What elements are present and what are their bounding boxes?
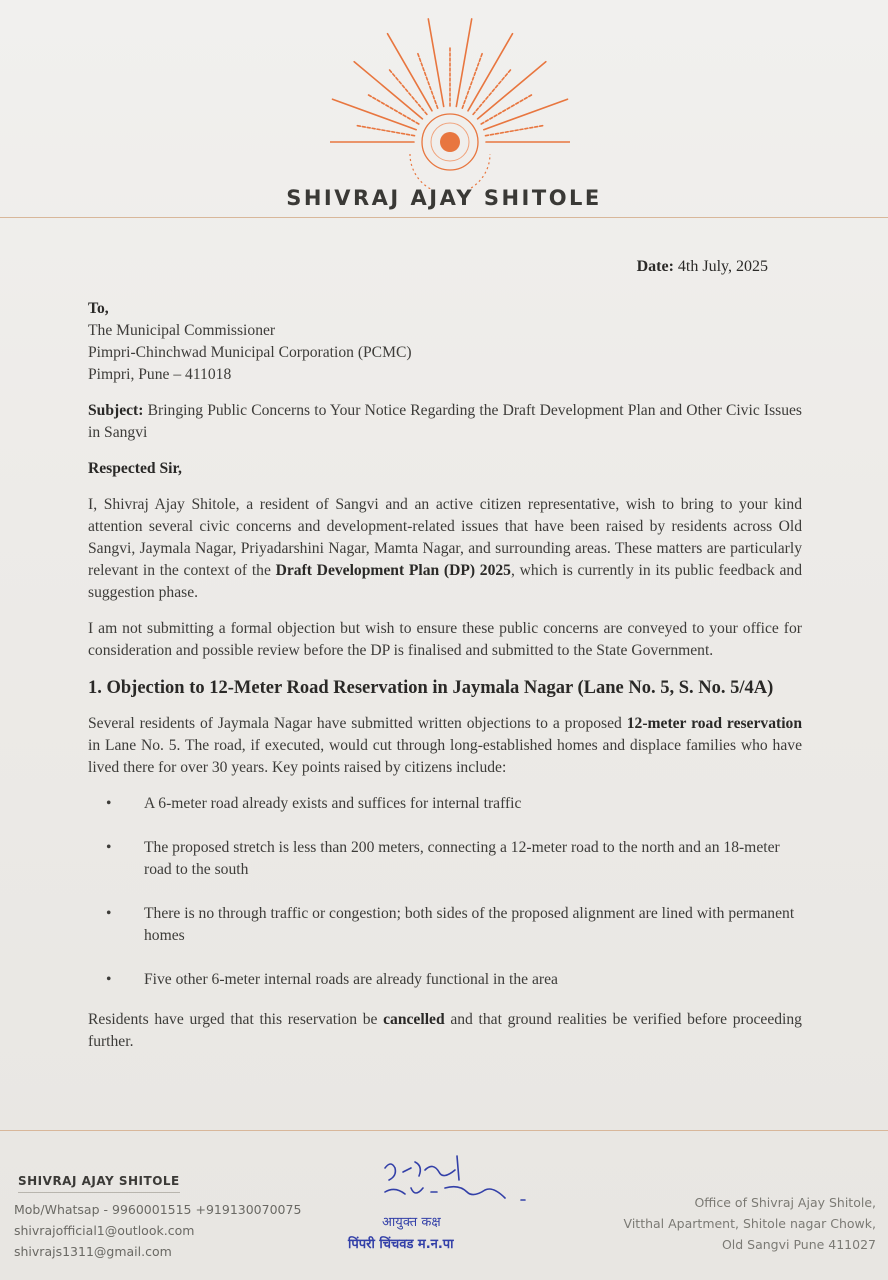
brand-name: SHIVRAJ AJAY SHITOLE: [286, 186, 602, 210]
list-item: [88, 837, 802, 881]
sun-ray: [456, 19, 471, 107]
section-text: Several residents of Jaymala Nagar have submitted written objections to a proposed: [88, 715, 622, 732]
footer-email: shivrajs1311@gmail.com: [14, 1244, 172, 1259]
subject-line: [88, 400, 802, 444]
footer-name: SHIVRAJ AJAY SHITOLE: [18, 1174, 180, 1193]
subject-text: Bringing Public Concerns to Your Notice Regarding the Draft Development Plan and Other Civic Issues in Sangvi: [88, 402, 802, 441]
sun-ray: [418, 53, 438, 108]
intro-paragraph: [88, 494, 802, 604]
section-heading: 1. Objection to 12-Meter Road Reservation in Jaymala Nagar (Lane No. 5, S. No. 5/4A): [88, 678, 774, 698]
second-paragraph: I am not submitting a formal objection but wish to ensure these public concerns are conveyed to your office for consideration and possible review before the DP is finalised and submitted to the State Government.: [88, 620, 802, 659]
list-item: [88, 903, 802, 947]
office-line: Vitthal Apartment, Shitole nagar Chowk,: [623, 1216, 876, 1231]
section-paragraph: [88, 713, 802, 779]
closing-text: Residents have urged that this reservation be: [88, 1011, 378, 1028]
stamp-line: आयुक्त कक्ष: [382, 1215, 441, 1230]
list-item: [88, 969, 802, 991]
footer-contact: [14, 1170, 301, 1262]
date-label: Date:: [636, 258, 674, 275]
office-line: Office of Shivraj Ajay Shitole,: [694, 1195, 876, 1210]
footer-phone: Mob/Whatsap - 9960001515 +919130070075: [14, 1202, 302, 1217]
footer-divider: [0, 1130, 888, 1131]
footer-office: [624, 1192, 876, 1255]
subject-label: Subject:: [88, 402, 144, 419]
intro-text-end: , which is currently in its public feedback and suggestion phase.: [88, 562, 802, 601]
to-label: To,: [88, 300, 109, 317]
date-value: 4th July, 2025: [677, 258, 768, 275]
addressee-line: Pimpri-Chinchwad Municipal Corporation (PCMC): [88, 344, 412, 361]
salutation: Respected Sir,: [88, 460, 182, 477]
list-item-text: Five other 6-meter internal roads are already functional in the area: [144, 971, 558, 988]
list-item-text: A 6-meter road already exists and suffices for internal traffic: [144, 795, 522, 812]
bullet-icon: •: [106, 839, 112, 856]
sun-ray: [462, 53, 482, 108]
letter-date: [637, 258, 768, 276]
addressee-line: Pimpri, Pune – 411018: [88, 366, 232, 383]
section-text-end: in Lane No. 5. The road, if executed, would cut through long-established homes and displace families who have lived there for over 30 years. Key points raised by citizens include:: [88, 737, 802, 776]
list-item: [88, 793, 802, 815]
list-item-text: There is no through traffic or congestion; both sides of the proposed alignment are lined with permanent homes: [144, 905, 795, 944]
letter-body: [88, 298, 802, 1067]
closing-paragraph: [88, 1009, 802, 1053]
address-block: [88, 298, 802, 386]
footer-email: shivrajofficial1@outlook.com: [14, 1223, 195, 1238]
bullet-icon: •: [106, 971, 112, 988]
key-points-list: [88, 793, 802, 991]
road-emphasis: 12-meter road reservation: [626, 715, 802, 732]
bullet-icon: •: [106, 905, 112, 922]
cancelled-emphasis: cancelled: [383, 1011, 445, 1028]
sun-ray: [356, 126, 414, 136]
closing-text-end: and that ground realities be verified before proceeding further.: [88, 1011, 802, 1050]
office-line: Old Sangvi Pune 411027: [721, 1237, 876, 1252]
list-item-text: The proposed stretch is less than 200 meters, connecting a 12-meter road to the north and an 18-meter road to the south: [144, 839, 780, 878]
header-divider: [0, 217, 888, 218]
intro-text: I, Shivraj Ajay Shitole, a resident of Sangvi and an active citizen representative, wish to bring to your kind attention several civic concerns and development-related issues that have been raised by residents across Old Sangvi, Jaymala Nagar, Priyadarshini Nagar, Mamta Nagar, and surrounding areas. These matters are particularly relevant in the context of the: [88, 496, 802, 579]
stamp-line: पिंपरी चिंचवड म.न.पा: [348, 1237, 454, 1252]
addressee-line: The Municipal Commissioner: [88, 322, 276, 339]
sun-ray: [486, 126, 544, 136]
dp-emphasis: Draft Development Plan (DP) 2025: [275, 562, 511, 579]
sun-logo-icon: [330, 14, 570, 189]
sun-ray: [428, 19, 443, 107]
bullet-icon: •: [106, 795, 112, 812]
